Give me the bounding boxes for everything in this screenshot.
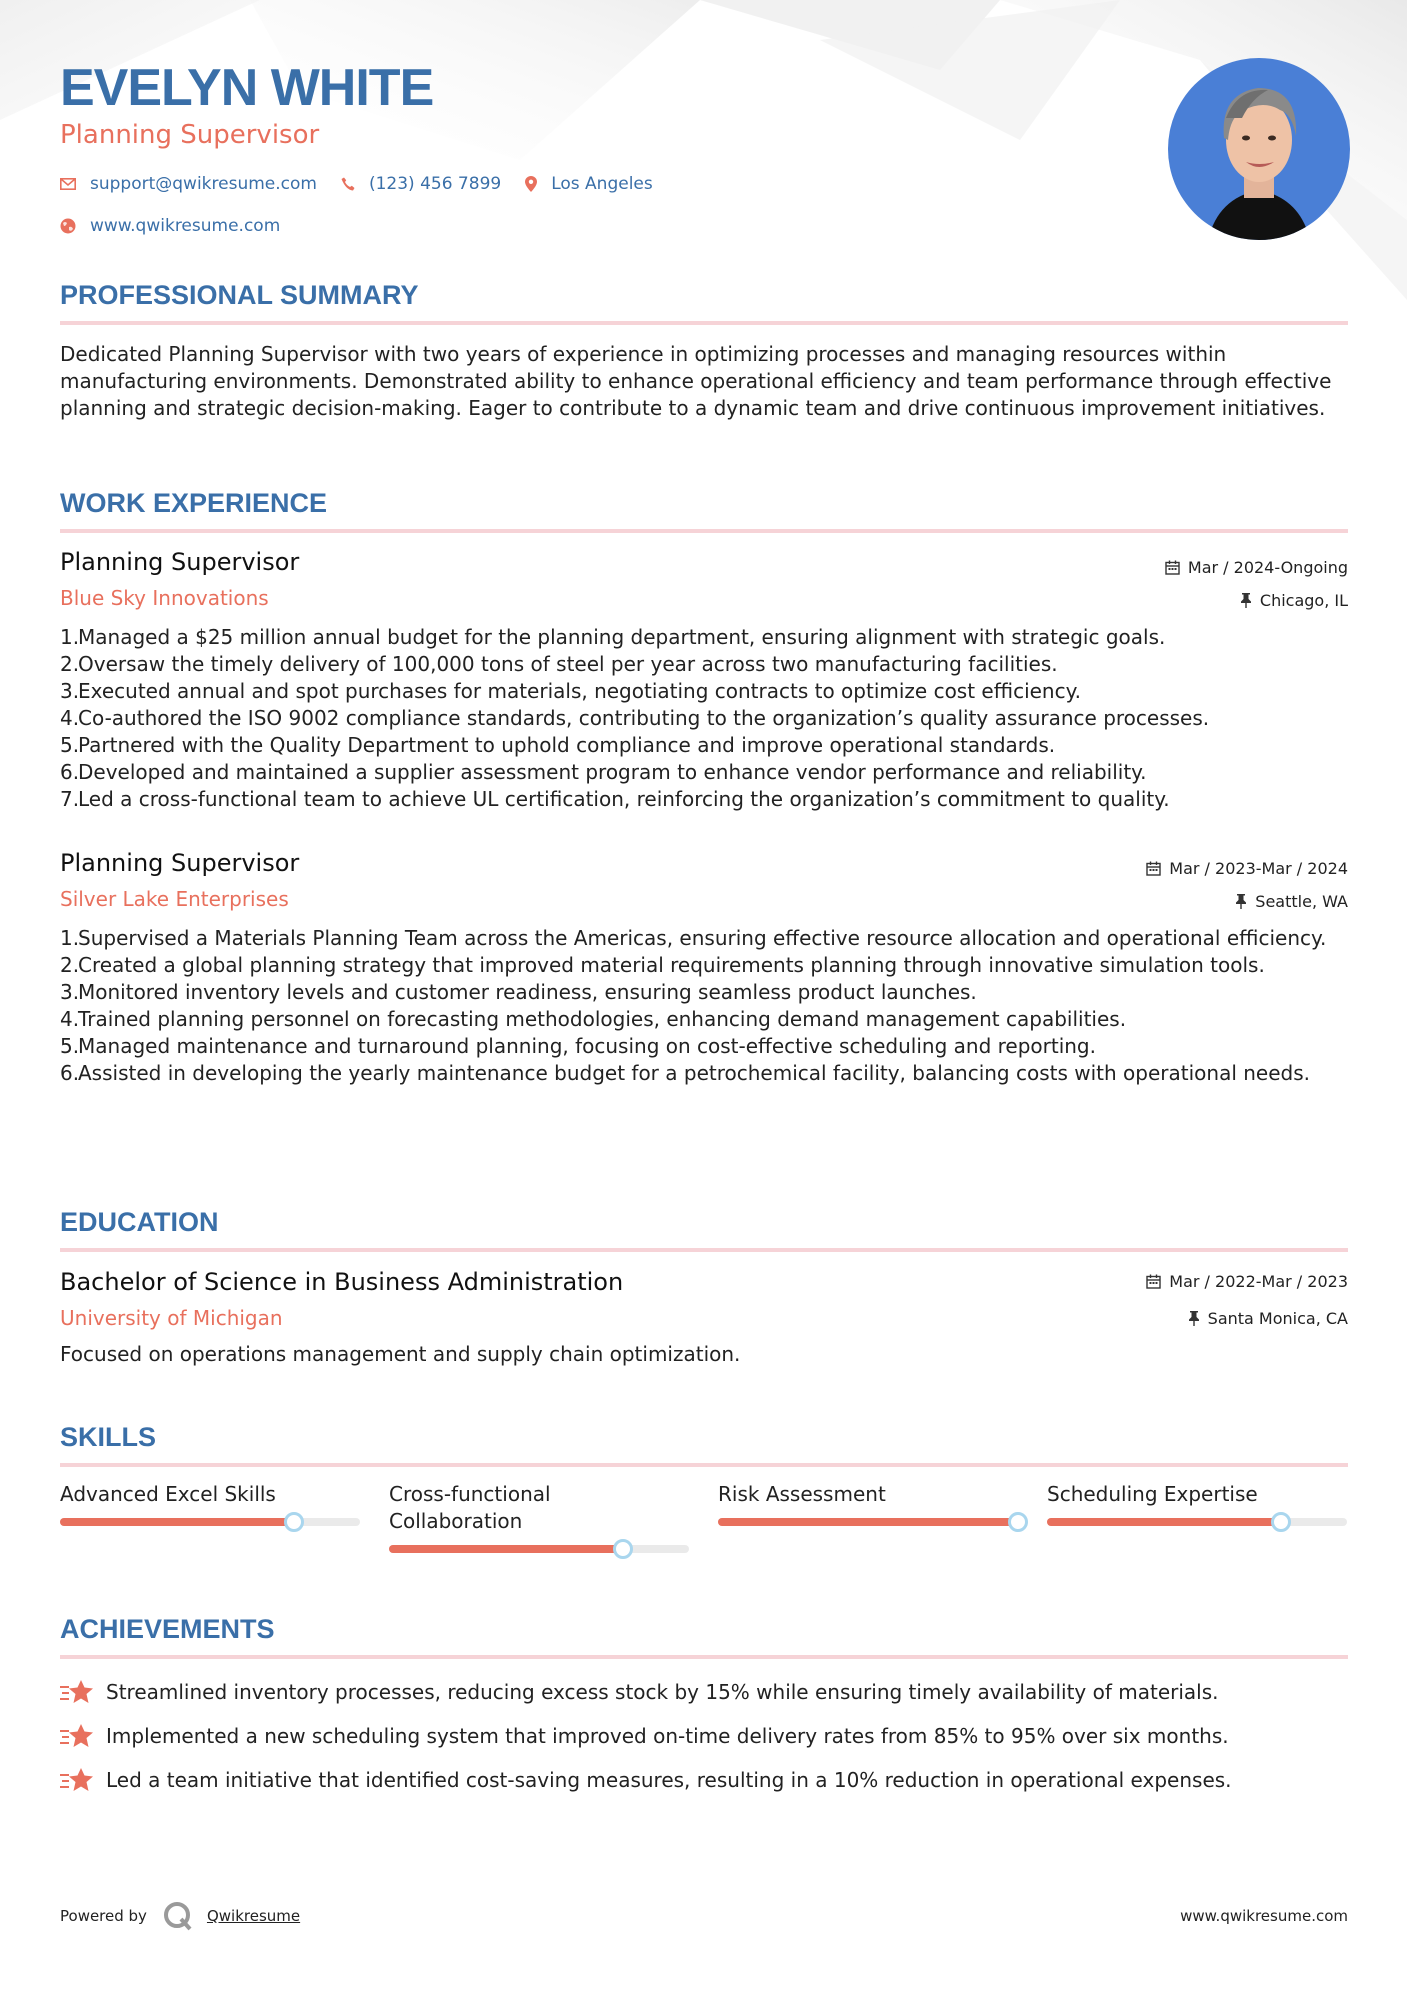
skill-bar-fill	[718, 1518, 1018, 1526]
list-item: 1. Managed a $25 million annual budget for the planning department, ensuring alignment with strategic goals.	[60, 625, 1166, 649]
achievement-text: Led a team initiative that identified cost-saving measures, resulting in a 10% reduction in operational expenses.	[106, 1768, 1232, 1792]
skill-bar	[718, 1518, 1018, 1526]
job-entry	[60, 548, 1348, 813]
education-dates-text: Mar / 2022-Mar / 2023	[1169, 1272, 1348, 1291]
job-bullets	[60, 624, 1348, 813]
job-dates-text: Mar / 2024-Ongoing	[1187, 558, 1348, 577]
education-meta	[1146, 1272, 1348, 1328]
website-text: www.qwikresume.com	[90, 216, 281, 236]
skills-list	[60, 1481, 1348, 1553]
list-item: 3. Executed annual and spot purchases for materials, negotiating contracts to optimize cost efficiency.	[60, 679, 1081, 703]
education-section	[60, 1207, 1348, 1252]
job-location-text: Seattle, WA	[1255, 892, 1348, 911]
candidate-name: EVELYN WHITE	[60, 59, 434, 117]
summary-section	[60, 280, 1348, 422]
list-item: 6. Developed and maintained a supplier assessment program to enhance vendor performance and reliability.	[60, 760, 1147, 784]
skill-bar-knob	[613, 1539, 633, 1559]
achievement-item	[60, 1723, 1348, 1749]
education-entry	[60, 1268, 1348, 1366]
job-title: Planning Supervisor	[60, 849, 300, 877]
star-badge-icon	[60, 1679, 94, 1705]
phone-icon	[341, 177, 355, 191]
skill-bar-knob	[1008, 1512, 1028, 1532]
job-location-text: Chicago, IL	[1259, 591, 1348, 610]
skill-bar-fill	[389, 1545, 623, 1553]
list-item: 1. Supervised a Materials Planning Team across the Americas, ensuring effective resource allocation and operational efficiency.	[60, 926, 1327, 950]
list-item: 2. Oversaw the timely delivery of 100,000 tons of steel per year across two manufacturing facilities.	[60, 652, 1058, 676]
education-location	[1146, 1309, 1348, 1328]
pushpin-icon	[1188, 1311, 1200, 1326]
powered-by	[60, 1901, 300, 1931]
contact-row	[60, 174, 677, 194]
list-item: 4. Trained planning personnel on forecasting methodologies, enhancing demand management capabilities.	[60, 1007, 1127, 1031]
achievement-text: Implemented a new scheduling system that improved on-time delivery rates from 85% to 95% over six months.	[106, 1724, 1229, 1748]
page-footer	[60, 1893, 1348, 1933]
skill-bar	[60, 1518, 360, 1526]
resume-header	[60, 0, 1348, 260]
skill-bar-knob	[284, 1512, 304, 1532]
list-item: 2. Created a global planning strategy that improved material requirements planning through innovative simulation tools.	[60, 953, 1265, 977]
contact-location	[525, 174, 653, 194]
envelope-icon	[60, 178, 76, 190]
job-meta	[1165, 558, 1348, 610]
calendar-icon	[1146, 1274, 1161, 1289]
contact-website[interactable]	[60, 216, 280, 236]
list-item: 3. Monitored inventory levels and customer readiness, ensuring seamless product launches.	[60, 980, 977, 1004]
achievement-item	[60, 1679, 1348, 1705]
profile-portrait	[1168, 58, 1350, 240]
job-dates	[1165, 558, 1348, 577]
list-item: 6. Assisted in developing the yearly maintenance budget for a petrochemical facility, balancing costs with operational needs.	[60, 1061, 1311, 1085]
degree-title: Bachelor of Science in Business Administration	[60, 1268, 624, 1296]
powered-by-label: Powered by	[60, 1907, 147, 1925]
achievements-title: ACHIEVEMENTS	[60, 1614, 275, 1644]
section-divider	[60, 529, 1348, 533]
education-description: Focused on operations management and supply chain optimization.	[60, 1342, 741, 1366]
section-divider	[60, 1463, 1348, 1467]
section-divider	[60, 321, 1348, 325]
education-location-text: Santa Monica, CA	[1207, 1309, 1348, 1328]
qwikresume-logo-icon	[163, 1901, 193, 1931]
section-divider	[60, 1655, 1348, 1659]
job-entry	[60, 849, 1348, 1087]
brand-link[interactable]: Qwikresume	[206, 1907, 301, 1925]
footer-url[interactable]: www.qwikresume.com	[1180, 1907, 1348, 1925]
job-location	[1165, 591, 1348, 610]
education-dates	[1146, 1272, 1348, 1291]
job-company: Blue Sky Innovations	[60, 586, 269, 610]
achievements-section	[60, 1614, 1348, 1793]
skill-item	[718, 1481, 1018, 1553]
experience-section	[60, 488, 1348, 533]
education-title: EDUCATION	[60, 1207, 219, 1237]
achievement-text: Streamlined inventory processes, reducing excess stock by 15% while ensuring timely availability of materials.	[106, 1680, 1219, 1704]
achievement-item	[60, 1767, 1348, 1793]
job-meta	[1146, 859, 1348, 911]
skill-bar	[1047, 1518, 1347, 1526]
contact-phone[interactable]	[341, 174, 501, 194]
skill-name: Advanced Excel Skills	[60, 1482, 276, 1506]
experience-title: WORK EXPERIENCE	[60, 488, 328, 518]
list-item: 5. Managed maintenance and turnaround planning, focusing on cost-effective scheduling and reporting.	[60, 1034, 1096, 1058]
profile-photo	[1168, 58, 1350, 240]
section-divider	[60, 1248, 1348, 1252]
skill-bar-fill	[60, 1518, 294, 1526]
pushpin-icon	[1240, 593, 1252, 608]
skill-item	[389, 1481, 689, 1553]
list-item: 4. Co-authored the ISO 9002 compliance standards, contributing to the organization’s quality assurance processes.	[60, 706, 1210, 730]
skill-item	[1047, 1481, 1347, 1553]
pushpin-icon	[1235, 894, 1247, 909]
skills-title: SKILLS	[60, 1422, 157, 1452]
job-dates-text: Mar / 2023-Mar / 2024	[1169, 859, 1348, 878]
candidate-role: Planning Supervisor	[60, 120, 320, 150]
contact-row-website	[60, 216, 304, 236]
globe-icon	[60, 218, 76, 234]
skill-name: Cross-functional Collaboration	[389, 1482, 551, 1533]
contact-email[interactable]	[60, 174, 317, 194]
email-text: support@qwikresume.com	[90, 174, 317, 194]
skill-item	[60, 1481, 360, 1553]
star-badge-icon	[60, 1723, 94, 1749]
job-bullets	[60, 925, 1348, 1087]
job-dates	[1146, 859, 1348, 878]
skill-bar-knob	[1271, 1512, 1291, 1532]
summary-title: PROFESSIONAL SUMMARY	[60, 280, 419, 310]
map-pin-icon	[525, 176, 537, 192]
list-item: 7. Led a cross-functional team to achieve UL certification, reinforcing the organization’s commitment to quality.	[60, 787, 1170, 811]
calendar-icon	[1146, 861, 1161, 876]
calendar-icon	[1165, 560, 1180, 575]
skill-name: Risk Assessment	[718, 1482, 886, 1506]
summary-text: Dedicated Planning Supervisor with two years of experience in optimizing processes and managing resources within manufacturing environments. Demonstrated ability to enhance operational efficiency and team performance through effective planning and strategic decision-making. Eager to contribute to a dynamic team and drive continuous improvement initiatives.	[60, 342, 1332, 420]
skill-bar	[389, 1545, 689, 1553]
phone-text: (123) 456 7899	[368, 174, 502, 194]
school-name: University of Michigan	[60, 1306, 283, 1330]
location-text: Los Angeles	[551, 174, 653, 194]
list-item: 5. Partnered with the Quality Department to uphold compliance and improve operational standards.	[60, 733, 1056, 757]
job-title: Planning Supervisor	[60, 548, 300, 576]
job-company: Silver Lake Enterprises	[60, 887, 289, 911]
star-badge-icon	[60, 1767, 94, 1793]
skill-name: Scheduling Expertise	[1047, 1482, 1258, 1506]
skills-section	[60, 1422, 1348, 1553]
resume-page	[60, 0, 1348, 1792]
job-location	[1146, 892, 1348, 911]
skill-bar-fill	[1047, 1518, 1281, 1526]
